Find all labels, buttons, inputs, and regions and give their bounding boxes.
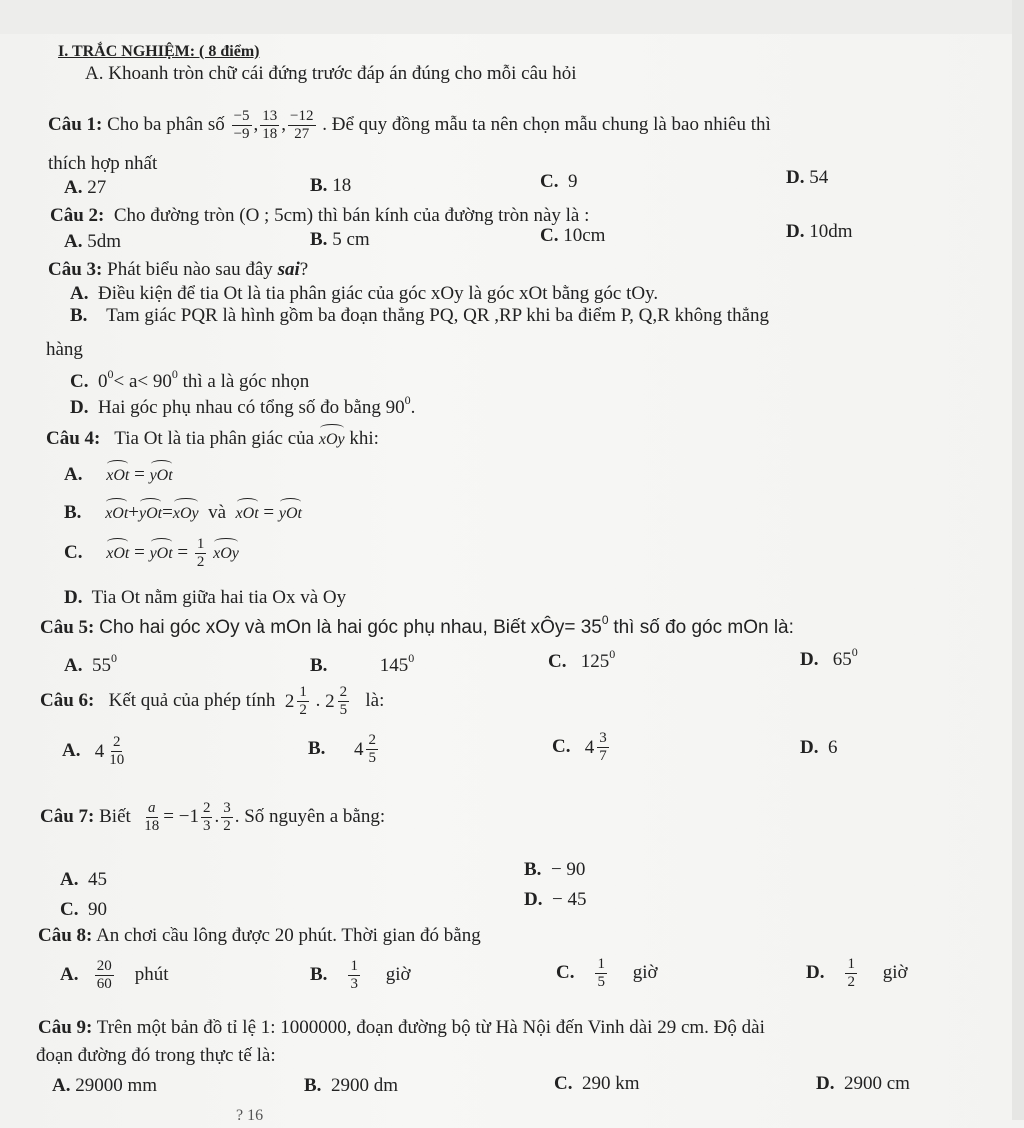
fraction: $\frac{-5}{-9}$ xyxy=(233,108,250,142)
q5-option-d[interactable]: D. $65^0$ xyxy=(800,645,858,670)
q5-text: Câu 5: Cho hai góc xOy và mOn là hai góc phụ nhau, Biết xÔy= $35^0$ thì số đo góc mOn là: xyxy=(40,613,794,638)
page-top-shadow xyxy=(0,0,1024,34)
q3-option-b[interactable]: B. Tam giác PQR là hình gồm ba đoạn thẳng PQ, QR ,RP khi ba điểm P, Q,R không thẳng xyxy=(70,305,770,326)
q4-text: Câu 4: Tia Ot là tia phân giác của xOy khi: xyxy=(46,422,379,452)
q9-option-c[interactable]: C. 290 km xyxy=(554,1073,640,1094)
page-right-edge xyxy=(1012,0,1024,1120)
q3-text: Câu 3: Phát biểu nào sau đây sai? xyxy=(48,259,309,280)
fraction: $\frac{-12}{27}$ xyxy=(290,108,314,142)
q8-option-a[interactable]: A. $\frac{20}{60}$ phút xyxy=(60,958,169,992)
q7-option-d[interactable]: D. − 45 xyxy=(524,889,587,910)
q2-text: Câu 2: Cho đường tròn (O ; 5cm) thì bán kính của đường tròn này là : xyxy=(50,205,590,226)
q6-option-b[interactable]: B. 4 $\frac{2}{5}$ xyxy=(308,732,376,766)
q4-option-d[interactable]: D. Tia Ot nằm giữa hai tia Ox và Oy xyxy=(64,587,347,608)
q7-text: Câu 7: Biết $\frac{a}{18}$ = −1 $\frac{2}{3}$ . $\frac{3}{2}$ . Số nguyên a bằng: xyxy=(40,800,386,834)
q7-option-b[interactable]: B. − 90 xyxy=(524,859,586,880)
q9-text: Câu 9: Trên một bản đồ tỉ lệ 1: 1000000, đoạn đường bộ từ Hà Nội đến Vinh dài 29 cm. Độ dài xyxy=(38,1017,765,1038)
q8-option-d[interactable]: D. $\frac{1}{2}$ giờ xyxy=(806,956,908,990)
q9-option-a[interactable]: A. 29000 mm xyxy=(52,1075,158,1096)
q7-option-a[interactable]: A. 45 xyxy=(60,869,107,890)
q8-text: Câu 8: An chơi cầu lông được 20 phút. Thời gian đó bằng xyxy=(38,925,481,946)
q1-option-a[interactable]: A. 27 xyxy=(64,177,107,198)
q4-option-b[interactable]: B. xOt+yOt=xOy và xOt = yOt xyxy=(64,496,302,526)
fraction: $\frac{13}{18}$ xyxy=(262,108,278,142)
q8-option-c[interactable]: C. $\frac{1}{5}$ giờ xyxy=(556,956,658,990)
q5-option-a[interactable]: A. $55^0$ xyxy=(64,651,117,676)
section-title: I. TRẮC NGHIỆM: ( 8 điểm) xyxy=(58,43,260,60)
q2-option-d[interactable]: D. 10dm xyxy=(786,221,853,242)
cut-off-text: ? 16 xyxy=(236,1107,264,1124)
q2-option-b[interactable]: B. 5 cm xyxy=(310,229,370,250)
q4-option-c[interactable]: C. xOt = yOt = $\frac{1}{2}$ xOy xyxy=(64,536,239,571)
q1-option-c[interactable]: C. 9 xyxy=(540,171,578,192)
q6-option-a[interactable]: A. 4 $\frac{2}{10}$ xyxy=(62,734,125,768)
q1-line1: Câu 1: Cho ba phân số $\frac{-5}{-9}$ , $\frac{13}{18}$ , $\frac{-12}{27}$ . Để quy đồng mẫu ta nên chọn mẫu chung là bao nhiêu thì xyxy=(48,108,771,142)
q1-option-b[interactable]: B. 18 xyxy=(310,175,352,196)
q2-option-a[interactable]: A. 5dm xyxy=(64,231,122,252)
q8-option-b[interactable]: B. $\frac{1}{3}$ giờ xyxy=(310,958,411,992)
q4-option-a[interactable]: A. xOt = yOt xyxy=(64,458,173,488)
q3-option-b-cont: hàng xyxy=(46,339,83,360)
q1-line2: thích hợp nhất xyxy=(48,153,158,174)
q6-option-d[interactable]: D. 6 xyxy=(800,737,838,758)
q1-option-d[interactable]: D. 54 xyxy=(786,167,829,188)
q3-option-a[interactable]: A. Điều kiện để tia Ot là tia phân giác của góc xOy là góc xOt bằng góc tOy. xyxy=(70,283,659,304)
q7-option-c[interactable]: C. 90 xyxy=(60,899,107,920)
instruction: A. Khoanh tròn chữ cái đứng trước đáp án đúng cho mỗi câu hỏi xyxy=(85,63,577,84)
q9-option-b[interactable]: B. 2900 dm xyxy=(304,1075,398,1096)
q5-option-b[interactable]: B. $145^0$ xyxy=(310,651,415,676)
q3-option-c[interactable]: C. $0^0< a< 90^0$ thì a là góc nhọn xyxy=(70,367,310,392)
q3-option-d[interactable]: D. Hai góc phụ nhau có tổng số đo bằng $90^0$. xyxy=(70,393,416,418)
q6-text: Câu 6: Kết quả của phép tính 2 $\frac{1}{2}$ . 2 $\frac{2}{5}$ là: xyxy=(40,684,385,718)
q9-option-d[interactable]: D. 2900 cm xyxy=(816,1073,910,1094)
q9-text-cont: đoạn đường đó trong thực tế là: xyxy=(36,1045,276,1066)
q5-option-c[interactable]: C. $125^0$ xyxy=(548,647,616,672)
q2-option-c[interactable]: C. 10cm xyxy=(540,225,606,246)
q6-option-c[interactable]: C. 4 $\frac{3}{7}$ xyxy=(552,730,607,764)
